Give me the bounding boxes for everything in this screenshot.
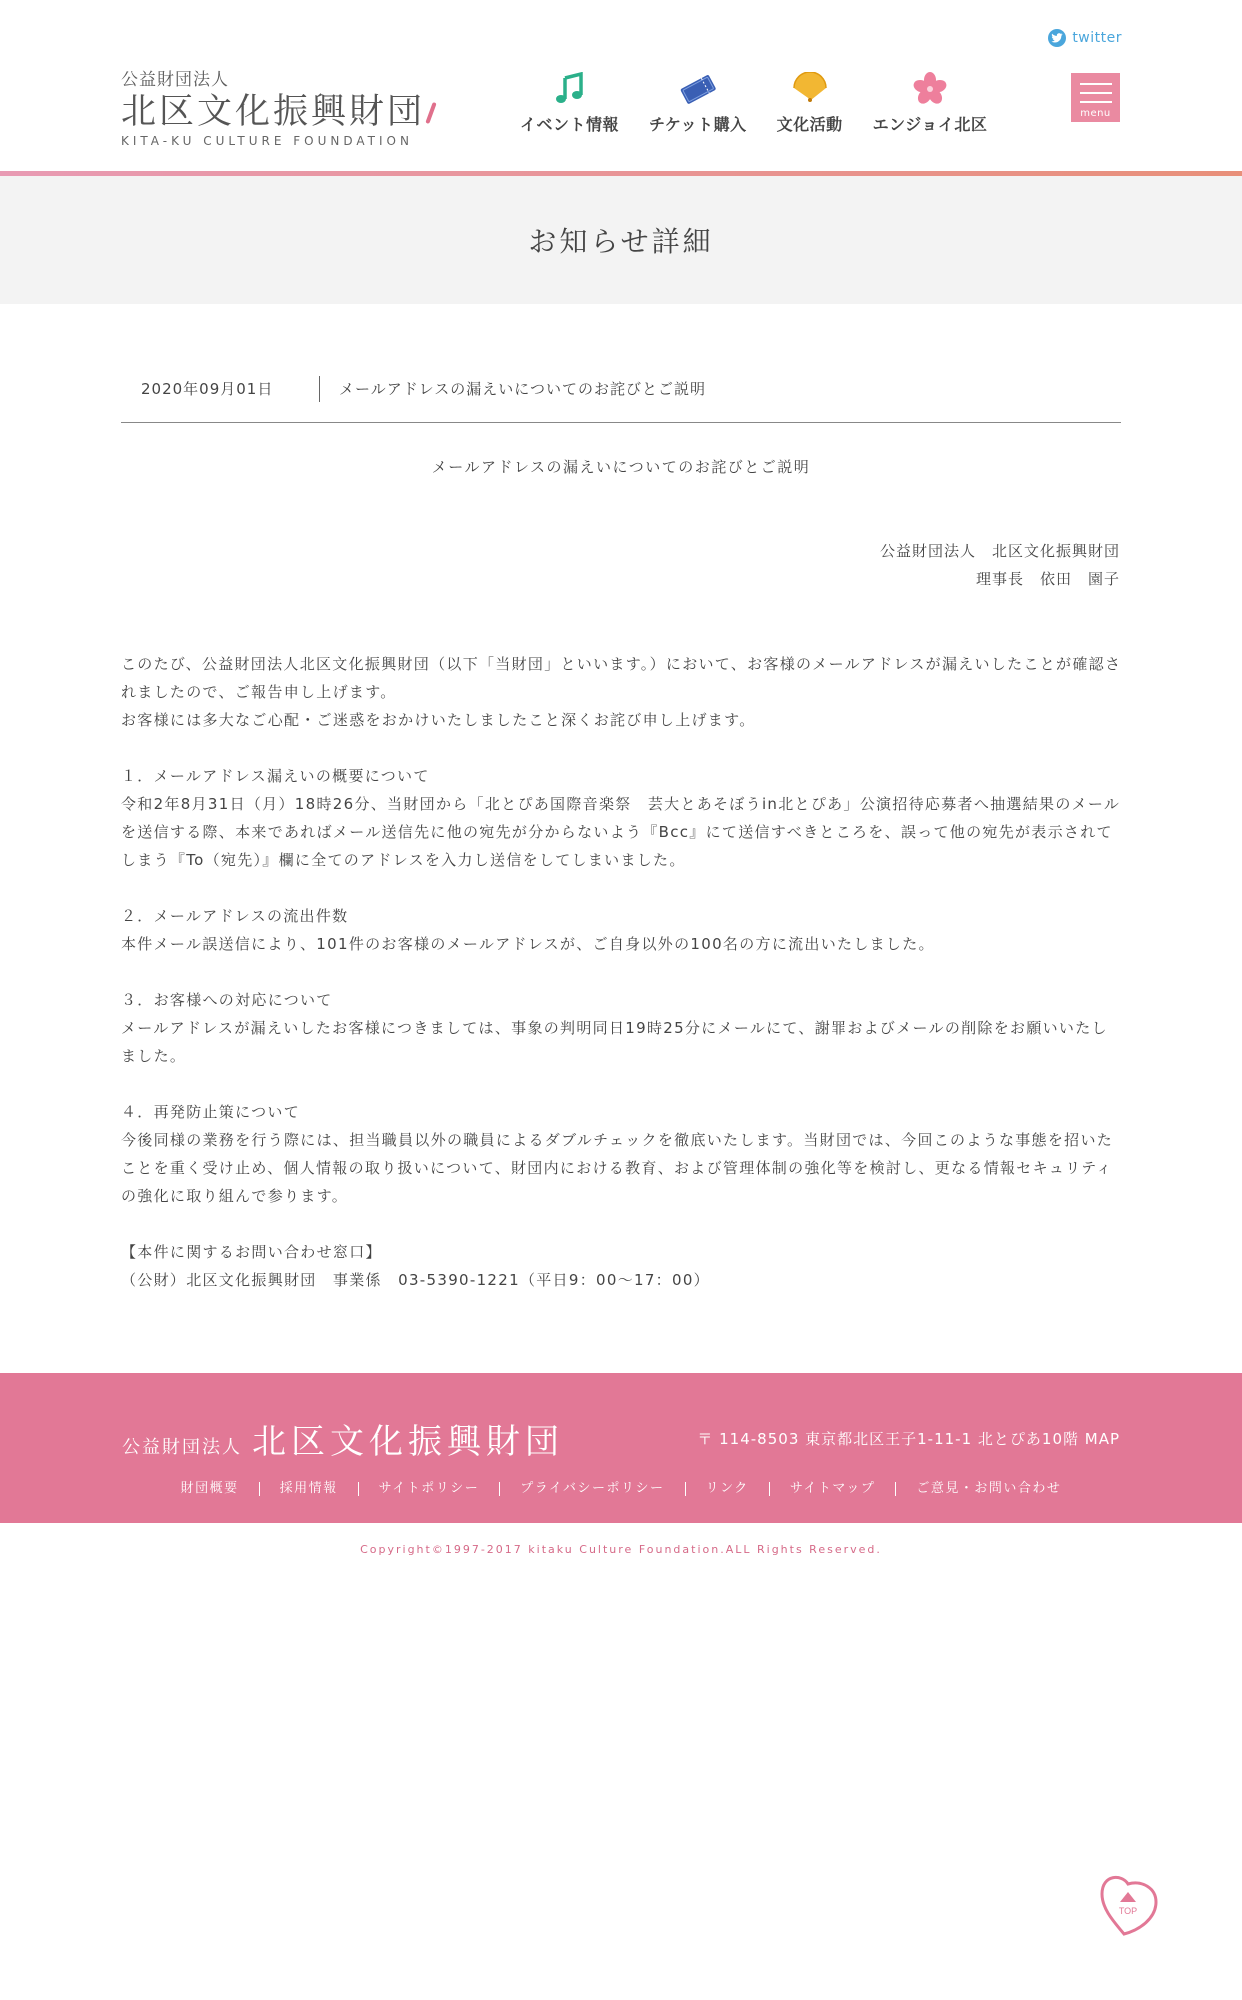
top-label: TOP <box>1118 1906 1138 1916</box>
main-nav <box>520 72 1017 135</box>
section-2-body: 本件メール誤送信により、101件のお客様のメールアドレスが、ご自身以外の100名の方に流出いたしました。 <box>121 935 935 953</box>
contact-body: （公財）北区文化振興財団 事業係 03-5390-1221（平日9：00～17：00） <box>121 1271 710 1289</box>
site-footer <box>0 1373 1242 1523</box>
page-title: お知らせ詳細 <box>528 225 714 258</box>
nav-label: エンジョイ北区 <box>872 115 988 134</box>
article-center-title: メールアドレスの漏えいについてのお詫びとご説明 <box>431 458 811 476</box>
page-title-band <box>0 176 1242 304</box>
intro-paragraph-1: このたび、公益財団法人北区文化振興財団（以下「当財団」といいます。）において、お客様のメールアドレスが漏えいしたことが確認されましたので、ご報告申し上げます。 <box>121 655 1122 701</box>
nav-label: イベント情報 <box>520 115 620 134</box>
footer-logo-sub: 公益財団法人 <box>122 1437 242 1458</box>
section-1-heading: １．メールアドレス漏えいの概要について <box>121 767 430 785</box>
footer-logo[interactable] <box>122 1414 564 1463</box>
ticket-icon <box>678 72 718 106</box>
nav-label: 文化活動 <box>776 115 843 134</box>
article-date: 2020年09月01日 <box>141 380 274 398</box>
fan-icon <box>791 72 829 106</box>
section-3-heading: ３．お客様への対応について <box>121 991 333 1009</box>
logo-main-text: 北区文化振興財団 <box>121 92 426 132</box>
footer-link-privacy[interactable]: プライバシーポリシー <box>499 1482 684 1496</box>
article-header <box>121 368 1121 423</box>
logo-mark-icon <box>425 102 436 124</box>
hamburger-icon <box>1080 83 1112 85</box>
article-signature <box>880 537 1120 593</box>
hamburger-icon <box>1080 92 1112 94</box>
footer-link-recruit[interactable]: 採用情報 <box>259 1482 358 1496</box>
nav-item-events[interactable] <box>520 72 619 135</box>
site-logo[interactable] <box>121 70 433 148</box>
hamburger-icon <box>1080 101 1112 103</box>
article-title: メールアドレスの漏えいについてのお詫びとご説明 <box>339 380 706 398</box>
logo-sub: 公益財団法人 <box>121 70 229 90</box>
twitter-link[interactable] <box>1048 29 1122 47</box>
section-4-heading: ４．再発防止策について <box>121 1103 301 1121</box>
logo-en: KITA-KU CULTURE FOUNDATION <box>121 134 413 148</box>
signature-person: 理事長 依田 園子 <box>975 570 1120 588</box>
article-body <box>121 650 1123 1294</box>
sakura-icon <box>912 72 948 106</box>
footer-link-contact[interactable]: ご意見・お問い合わせ <box>895 1482 1081 1496</box>
logo-main <box>121 92 433 132</box>
footer-link-about[interactable]: 財団概要 <box>180 1481 239 1496</box>
site-header <box>0 0 1242 171</box>
music-note-icon <box>554 72 586 106</box>
footer-logo-main: 北区文化振興財団 <box>252 1422 564 1462</box>
signature-org: 公益財団法人 北区文化振興財団 <box>879 542 1120 560</box>
nav-label: チケット購入 <box>649 115 747 134</box>
footer-link-sitemap[interactable]: サイトマップ <box>769 1482 896 1496</box>
twitter-label: twitter <box>1072 30 1122 46</box>
section-2-heading: ２．メールアドレスの流出件数 <box>121 907 349 925</box>
section-3-body: メールアドレスが漏えいしたお客様につきましては、事象の判明同日19時25分にメールにて、謝罪およびメールの削除をお願いいたしました。 <box>121 1019 1108 1065</box>
twitter-icon <box>1048 29 1066 47</box>
menu-button[interactable] <box>1071 73 1120 122</box>
back-to-top-button[interactable] <box>1094 1870 1162 1938</box>
nav-item-enjoy-kita[interactable] <box>873 72 988 135</box>
footer-links <box>0 1481 1242 1496</box>
menu-label: menu <box>1080 108 1111 119</box>
footer-link-links[interactable]: リンク <box>685 1482 769 1496</box>
section-4-body: 今後同様の業務を行う際には、担当職員以外の職員によるダブルチェックを徹底いたします。当財団では、今回このような事態を招いたことを重く受け止め、個人情報の取り扱いについて、財団内における教育、および管理体制の強化等を検討し、更なる情報セキュリティの強化に取り組んで参ります。 <box>121 1131 1114 1205</box>
article-separator <box>319 376 320 402</box>
section-1-body: 令和2年8月31日（月）18時26分、当財団から「北とぴあ国際音楽祭 芸大とあそぼうin北とぴあ」公演招待応募者へ抽選結果のメールを送信する際、本来であればメール送信先に他の宛先が分からないよう『Bcc』にて送信すべきところを、誤って他の宛先が表示されてしまう『To（宛先）』欄に全てのアドレスを入力し送信をしてしまいました。 <box>121 795 1121 869</box>
intro-paragraph-2: お客様には多大なご心配・ご迷惑をおかけいたしましたこと深くお詫び申し上げます。 <box>121 711 756 729</box>
footer-link-site-policy[interactable]: サイトポリシー <box>358 1482 500 1496</box>
copyright: Copyright©1997-2017 kitaku Culture Foundation.ALL Rights Reserved. <box>360 1543 882 1556</box>
heart-top-icon <box>1094 1870 1162 1938</box>
contact-heading: 【本件に関するお問い合わせ窓口】 <box>121 1243 382 1261</box>
nav-item-tickets[interactable] <box>649 72 747 135</box>
nav-item-culture[interactable] <box>777 72 843 135</box>
footer-address: 〒 114-8503 東京都北区王子1-11-1 北とぴあ10階 MAP <box>697 1430 1120 1448</box>
